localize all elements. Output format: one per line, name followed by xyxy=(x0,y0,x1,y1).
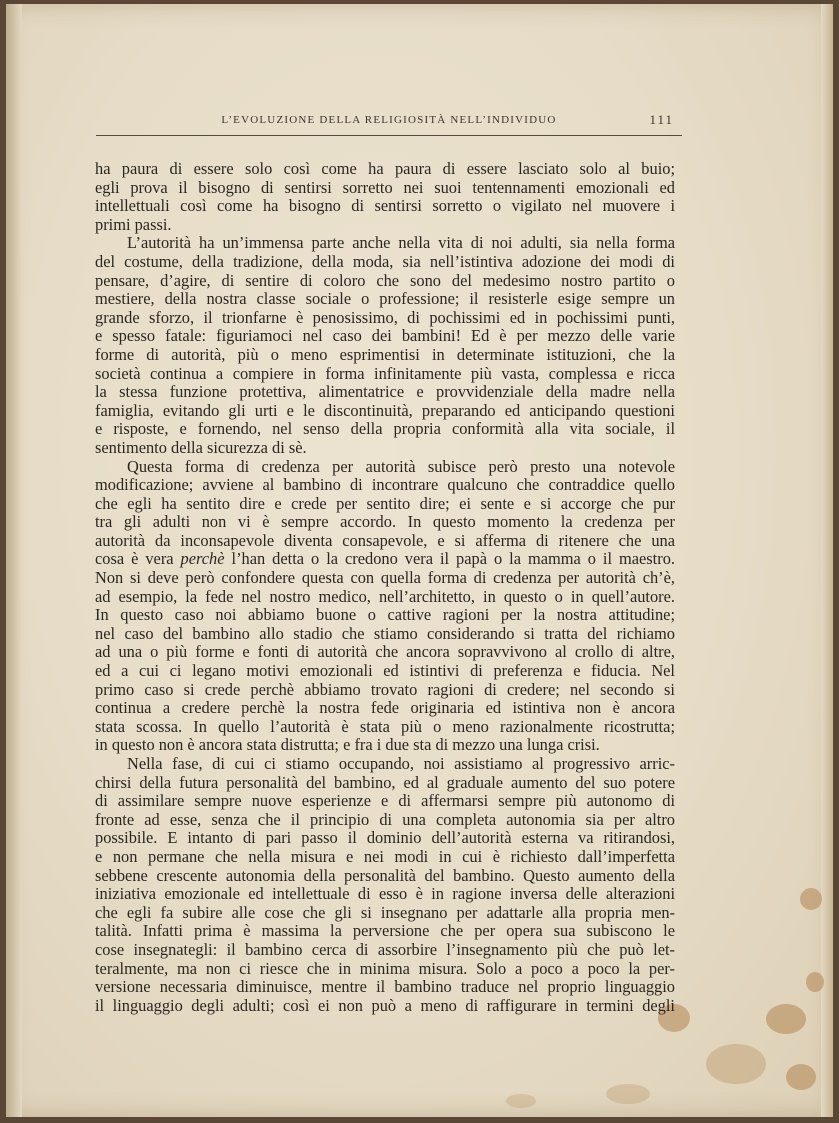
text-line: il linguaggio degli adulti; così ei non può a meno di raffigurare in termini degli xyxy=(95,995,675,1015)
text-line: sentimento della sicurezza di sè. xyxy=(95,437,307,457)
text-line: talità. Infatti prima è massima la perversione che per opera sua subiscono le xyxy=(95,921,675,941)
text-segment: cosa è vera xyxy=(95,549,181,569)
text-line: che egli fa subire alle cose che gli si insegnano per adattarle alla propria men- xyxy=(95,902,675,922)
text-line: e spesso fatale: figuriamoci nel caso dei bambini! Ed è per mezzo delle varie xyxy=(95,326,675,346)
text-line: del costume, della tradizione, della moda, sia nell’istintiva adozione dei modi di xyxy=(95,251,675,271)
text-line: versione necessaria diminuisce, mentre il bambino traduce nel proprio linguaggio xyxy=(95,977,675,997)
text-line: Non si deve però confondere questa con quella forma di credenza per autorità ch’è, xyxy=(95,568,675,588)
text-line: Questa forma di credenza per autorità subisce però presto una notevole xyxy=(127,456,675,476)
text-line: cose insegnategli: il bambino cerca di assorbire l’insegnamento più che può let- xyxy=(95,939,675,959)
text-line: possibile. E intanto di pari passo il dominio dell’autorità esterna va ritirandosi, xyxy=(95,828,675,848)
text-line: fronte ad esse, senza che il principio di una completa autonomia sia per altro xyxy=(95,809,675,829)
text-line: ed a cui ci legano motivi emozionali ed istintivi di preferenza e fiducia. Nel xyxy=(95,661,675,681)
text-line: In questo caso noi abbiamo buone o cattive ragioni per la nostra attitudine; xyxy=(95,605,675,625)
text-segment: l’han detta o la credono vera il papà o la mamma o il maestro. xyxy=(224,549,675,569)
page-header xyxy=(96,110,682,134)
body-text xyxy=(95,160,675,1015)
text-line: iniziativa emozionale ed intellettuale di esso è in ragione inversa delle alterazioni xyxy=(95,884,675,904)
page-outer-edge xyxy=(821,4,833,1117)
text-line: nel caso del bambino allo stadio che stiamo considerando si tratta del richiamo xyxy=(95,623,675,643)
text-line: chirsi della futura personalità del bambino, ed al graduale aumento del suo potere xyxy=(95,772,675,792)
text-line: pensare, d’agire, di sentire di coloro che sono del medesimo nostro partito o xyxy=(95,270,675,290)
text-line: autorità da inconsapevole diventa consapevole, e si afferma di ritenere che una xyxy=(95,530,675,550)
text-line: L’autorità ha un’immensa parte anche nella vita di noi adulti, sia nella forma xyxy=(127,233,675,253)
foxing-stain xyxy=(806,972,824,992)
text-line: continua a credere perchè la nostra fede originaria ed istintiva non è ancora xyxy=(95,698,675,718)
foxing-stain xyxy=(706,1044,766,1084)
emphasized-word: perchè xyxy=(180,549,225,569)
text-line: che egli ha sentito dire e crede per sentito dire; ei sente e si accorge che pur xyxy=(95,493,675,513)
text-line: grande sforzo, il trionfarne è penosissimo, di pochissimi ed in pochissimi punti, xyxy=(95,307,675,327)
foxing-stain xyxy=(786,1064,816,1090)
book-page xyxy=(6,4,833,1117)
foxing-stain xyxy=(766,1004,806,1034)
text-line: modificazione; avviene al bambino di incontrare qualcuno che contraddice quello xyxy=(95,475,675,495)
text-line xyxy=(95,550,675,569)
header-rule xyxy=(96,135,682,136)
text-line: e non permane che nella misura e nei modi in cui è richiesto dall’imperfetta xyxy=(95,846,675,866)
foxing-stain xyxy=(800,888,822,910)
text-line: stata scossa. In quello l’autorità è stata più o meno razionalmente ricostrutta; xyxy=(95,716,675,736)
text-line: e risposte, e fornendo, nel senso della propria conformità alla vita sociale, il xyxy=(95,419,675,439)
text-line: teralmente, ma non ci riesce che in minima misura. Solo a poco a poco la per- xyxy=(95,958,675,978)
text-line: società continua a compiere in forma infinitamente più vasta, complessa e ricca xyxy=(95,363,675,383)
text-line: forme di autorità, più o meno esprimentisi in determinate istituzioni, che la xyxy=(95,344,675,364)
text-line: in questo non è ancora stata distrutta; e fra i due sta di mezzo una lunga crisi. xyxy=(95,735,600,755)
text-line: di assimilare sempre nuove esperienze e di affermarsi sempre più autonomo di xyxy=(95,791,675,811)
text-line: tra gli adulti non vi è sempre accordo. In questo momento la credenza per xyxy=(95,512,675,532)
text-line: sebbene crescente autonomia della personalità del bambino. Questo aumento della xyxy=(95,865,675,885)
running-head: L’EVOLUZIONE DELLA RELIGIOSITÀ NELL’INDIVIDUO xyxy=(221,114,557,126)
text-line: mestiere, della nostra classe sociale o professione; il resisterle esige sempre un xyxy=(95,289,675,309)
text-line: ad una o più forme e fonti di autorità che ancora sopravvivono al crollo di altre, xyxy=(95,642,675,662)
text-line: Nella fase, di cui ci stiamo occupando, noi assistiamo al progressivo arric- xyxy=(127,754,675,773)
text-line: ha paura di essere solo così come ha paura di essere lasciato solo al buio; xyxy=(95,159,675,178)
text-line: primo caso si crede perchè abbiamo trovato ragioni di credere; nel secondo si xyxy=(95,679,675,699)
foxing-stain xyxy=(606,1084,650,1104)
text-line: intellettuali così come ha bisogno di sentirsi sorretto o vigilato nel muovere i xyxy=(95,196,675,216)
text-line: primi passi. xyxy=(95,214,172,234)
page-gutter-edge xyxy=(6,4,22,1117)
page-number: 111 xyxy=(649,112,674,127)
text-line: ad esempio, la fede nel nostro medico, nell’architetto, in questo o in quell’autore. xyxy=(95,586,675,606)
text-line: egli prova il bisogno di sentirsi sorretto nei suoi tentennamenti emozionali ed xyxy=(95,177,675,197)
text-line: la stessa funzione protettiva, alimentatrice e provvidenziale della madre nella xyxy=(95,382,675,402)
text-line: famiglia, evitando gli urti e le discontinuità, preparando ed anticipando questioni xyxy=(95,400,675,420)
foxing-stain xyxy=(506,1094,536,1108)
